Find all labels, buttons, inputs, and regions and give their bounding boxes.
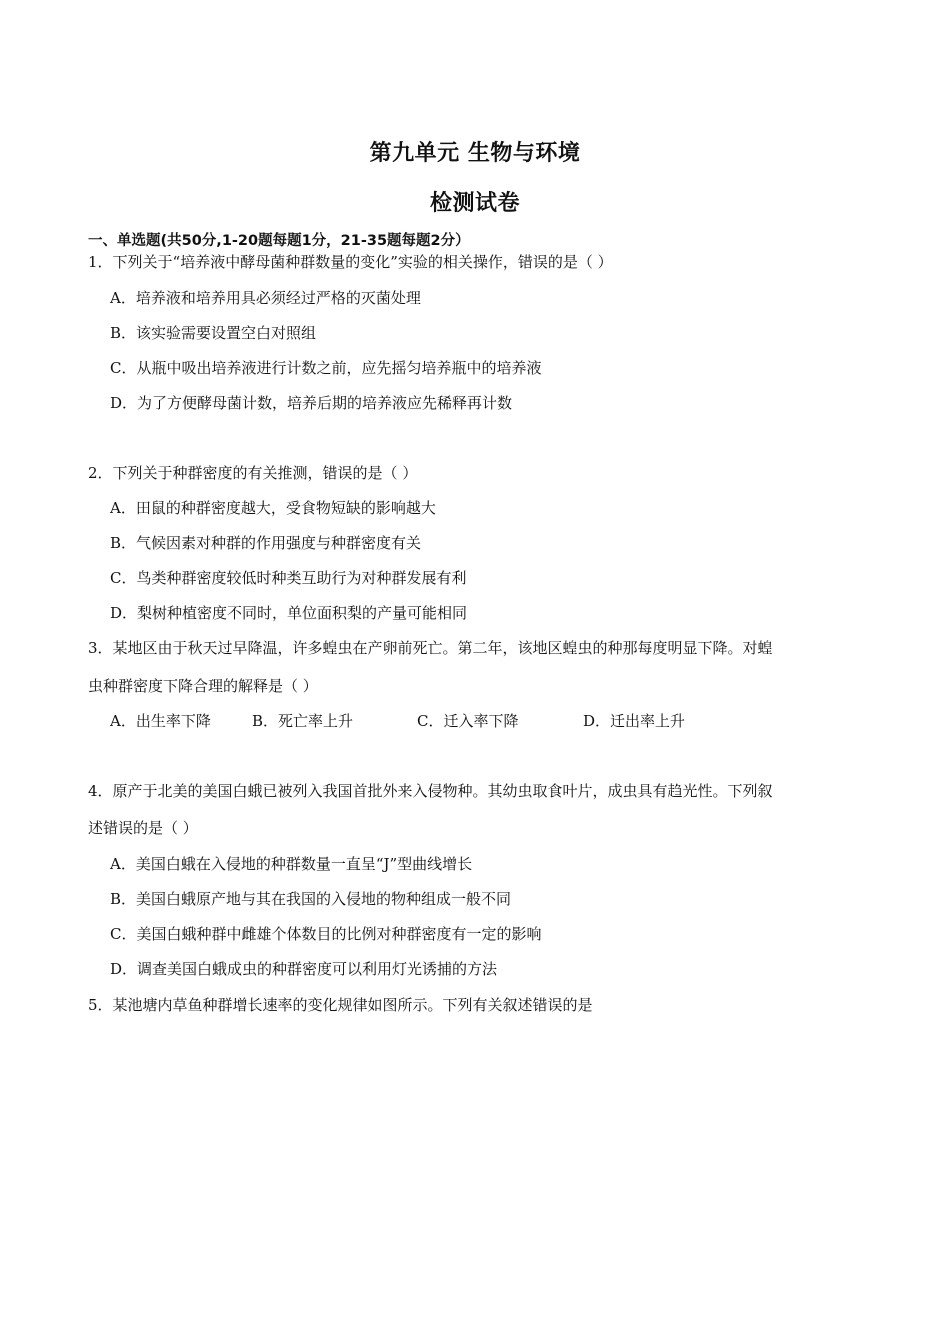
question-stem: 3．某地区由于秋天过早降温，许多蝗虫在产卵前死亡。第二年，该地区蝗虫的种那每度明显下降。对蝗 xyxy=(88,639,773,657)
option-d: D．迁出率上升 xyxy=(583,712,686,730)
option-b: B．该实验需要设置空白对照组 xyxy=(110,324,317,342)
option-b: B．美国白蛾原产地与其在我国的入侵地的物种组成一般不同 xyxy=(110,890,512,908)
question-stem: 4．原产于北美的美国白蛾已被列入我国首批外来入侵物种。其幼虫取食叶片，成虫具有趋光性。下列叙 xyxy=(88,782,773,800)
question-stem: 2．下列关于种群密度的有关推测，错误的是（ ） xyxy=(88,464,418,482)
option-d: D．梨树种植密度不同时，单位面积梨的产量可能相同 xyxy=(110,604,468,622)
question-stem-continued: 虫种群密度下降合理的解释是（ ） xyxy=(88,677,318,695)
option-a: A．田鼠的种群密度越大，受食物短缺的影响越大 xyxy=(110,499,436,517)
option-b: B．气候因素对种群的作用强度与种群密度有关 xyxy=(110,534,422,552)
option-c: C．美国白蛾种群中雌雄个体数目的比例对种群密度有一定的影响 xyxy=(110,925,542,943)
question-stem: 1．下列关于“培养液中酵母菌种群数量的变化”实验的相关操作，错误的是（ ） xyxy=(88,253,613,271)
option-d: D．调查美国白蛾成虫的种群密度可以利用灯光诱捕的方法 xyxy=(110,960,498,978)
question-stem-continued: 述错误的是（ ） xyxy=(88,819,198,837)
option-c: C．鸟类种群密度较低时种类互助行为对种群发展有利 xyxy=(110,569,467,587)
option-a: A．美国白蛾在入侵地的种群数量一直呈“J”型曲线增长 xyxy=(110,855,473,873)
page-title: 第九单元 生物与环境 xyxy=(369,141,581,166)
question-stem: 5．某池塘内草鱼种群增长速率的变化规律如图所示。下列有关叙述错误的是 xyxy=(88,996,593,1014)
option-a: A．出生率下降 xyxy=(110,712,211,730)
option-b: B．死亡率上升 xyxy=(252,712,354,730)
section-heading: 一、单选题(共50分,1-20题每题1分，21-35题每题2分） xyxy=(88,233,470,249)
page-subtitle: 检测试卷 xyxy=(429,191,520,216)
option-a: A．培养液和培养用具必须经过严格的灭菌处理 xyxy=(110,289,421,307)
option-c: C．迁入率下降 xyxy=(417,712,519,730)
option-c: C．从瓶中吸出培养液进行计数之前，应先摇匀培养瓶中的培养液 xyxy=(110,359,542,377)
option-d: D．为了方便酵母菌计数，培养后期的培养液应先稀释再计数 xyxy=(110,394,513,412)
